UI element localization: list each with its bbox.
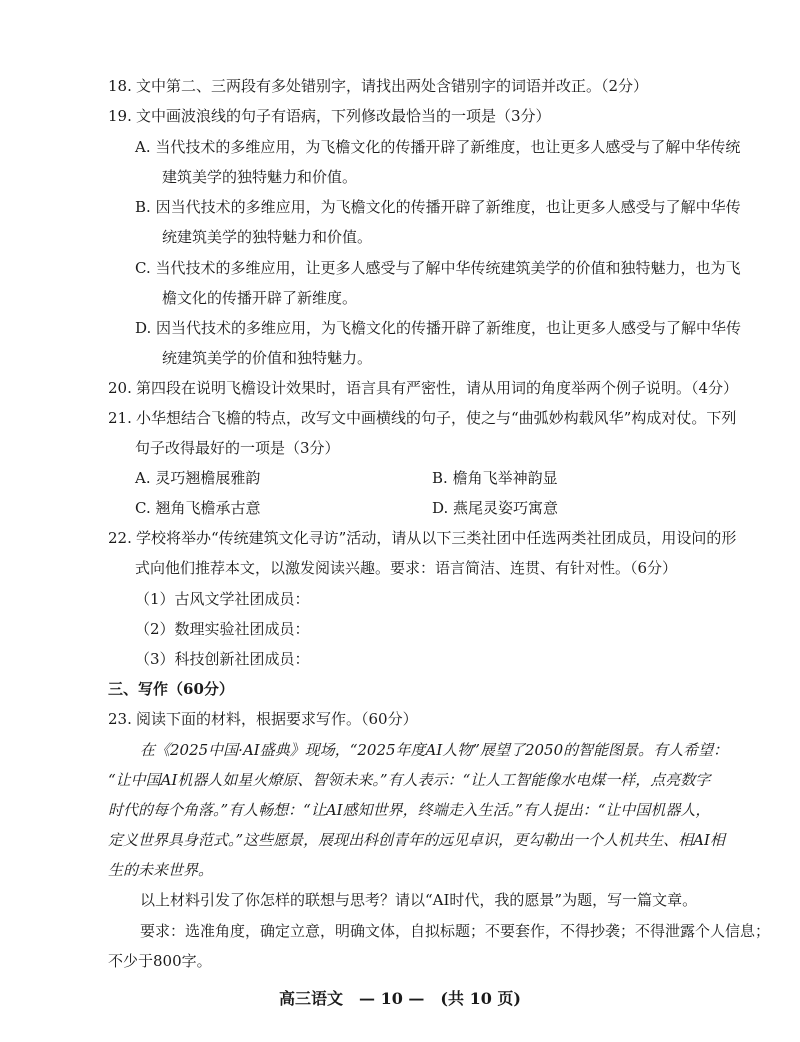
material-line: 定义世界具身范式。”这些愿景，展现出科创青年的远见卓识，更勾勒出一个人机共生、相AI相 (108, 831, 725, 849)
material-line: “让中国AI机器人如星火燎原、智领未来。”有人表示：“让人工智能像水电煤一样，点亮数字 (108, 771, 711, 789)
option-text: 翘角飞檐承古意 (155, 499, 261, 517)
answer-item-3: （3）科技创新社团成员： (135, 650, 310, 668)
question-18 (108, 75, 648, 97)
question-22-cont: 式向他们推荐本文，以激发阅读兴趣。要求：语言简洁、连贯、有针对性。（6分） (135, 559, 678, 577)
option-d (135, 317, 741, 339)
option-label: B. (135, 198, 151, 216)
option-label: C. (135, 259, 151, 277)
page-footer: 高三语文 — 10 — (共 10 页) (279, 989, 521, 1008)
material-line: 生的未来世界。 (108, 861, 214, 879)
option-label: C. (135, 499, 151, 517)
option-b (432, 467, 558, 489)
option-label: D. (432, 499, 449, 517)
writing-prompt: 以上材料引发了你怎样的联想与思考？请以“AI时代，我的愿景”为题，写一篇文章。 (140, 891, 698, 909)
option-text: 当代技术的多维应用，为飞檐文化的传播开辟了新维度，也让更多人感受与了解中华传统 (155, 138, 741, 156)
question-number: 20. (108, 379, 132, 397)
answer-item-1: （1）古风文学社团成员： (135, 590, 310, 608)
material-line: 时代的每个角落。”有人畅想：“让AI感知世界，终端走入生活。”有人提出：“让中国机器人， (108, 801, 711, 819)
option-text: 檐角飞举神韵显 (452, 469, 558, 487)
option-label: D. (135, 319, 152, 337)
question-23 (108, 708, 418, 730)
question-text: 第四段在说明飞檐设计效果时，语言具有严密性，请从用词的角度举两个例子说明。（4分） (136, 379, 739, 397)
writing-requirements-cont: 不少于800字。 (108, 952, 212, 970)
question-number: 22. (108, 529, 132, 547)
option-text: 燕尾灵姿巧寓意 (453, 499, 559, 517)
option-b (135, 196, 741, 218)
option-label: A. (135, 469, 151, 487)
question-text: 文中第二、三两段有多处错别字，请找出两处含错别字的词语并改正。（2分） (136, 77, 649, 95)
question-number: 23. (108, 710, 132, 728)
option-c (135, 497, 261, 519)
question-text: 小华想结合飞檐的特点，改写文中画横线的句子，使之与“曲弧妙构载风华”构成对仗。下列 (136, 409, 737, 427)
question-number: 19. (108, 107, 132, 125)
section-heading: 三、写作（60分） (108, 680, 234, 698)
writing-requirements: 要求：选准角度，确定立意，明确文体，自拟标题；不要套作，不得抄袭；不得泄露个人信息； (140, 922, 771, 940)
question-number: 18. (108, 77, 132, 95)
question-21-cont: 句子改得最好的一项是（3分） (135, 439, 340, 457)
material-line: 在《2025中国·AI盛典》现场，“2025年度AI人物”展望了2050的智能图景。有人希望： (140, 741, 729, 759)
option-text: 当代技术的多维应用，让更多人感受与了解中华传统建筑美学的价值和独特魅力，也为飞 (155, 259, 741, 277)
question-text: 文中画波浪线的句子有语病，下列修改最恰当的一项是（3分） (136, 107, 551, 125)
option-a (135, 136, 740, 158)
option-c-cont: 檐文化的传播开辟了新维度。 (162, 289, 358, 307)
question-number: 21. (108, 409, 132, 427)
option-label: B. (432, 469, 448, 487)
option-d (432, 497, 558, 519)
answer-item-2: （2）数理实验社团成员： (135, 620, 310, 638)
question-20 (108, 377, 738, 399)
question-text: 阅读下面的材料，根据要求写作。（60分） (136, 710, 418, 728)
option-label: A. (135, 138, 151, 156)
option-b-cont: 统建筑美学的独特魅力和价值。 (162, 228, 373, 246)
option-c (135, 257, 741, 279)
option-text: 灵巧翘檐展雅韵 (155, 469, 261, 487)
option-text: 因当代技术的多维应用，为飞檐文化的传播开辟了新维度，也让更多人感受与了解中华传 (155, 198, 741, 216)
question-text: 学校将举办“传统建筑文化寻访”活动，请从以下三类社团中任选两类社团成员，用设问的形 (136, 529, 737, 547)
option-a-cont: 建筑美学的独特魅力和价值。 (162, 168, 358, 186)
question-22 (108, 527, 736, 549)
option-a (135, 467, 260, 489)
option-d-cont: 统建筑美学的价值和独特魅力。 (162, 349, 373, 367)
question-21 (108, 407, 736, 429)
option-text: 因当代技术的多维应用，为飞檐文化的传播开辟了新维度，也让更多人感受与了解中华传 (156, 319, 742, 337)
question-19 (108, 105, 551, 127)
